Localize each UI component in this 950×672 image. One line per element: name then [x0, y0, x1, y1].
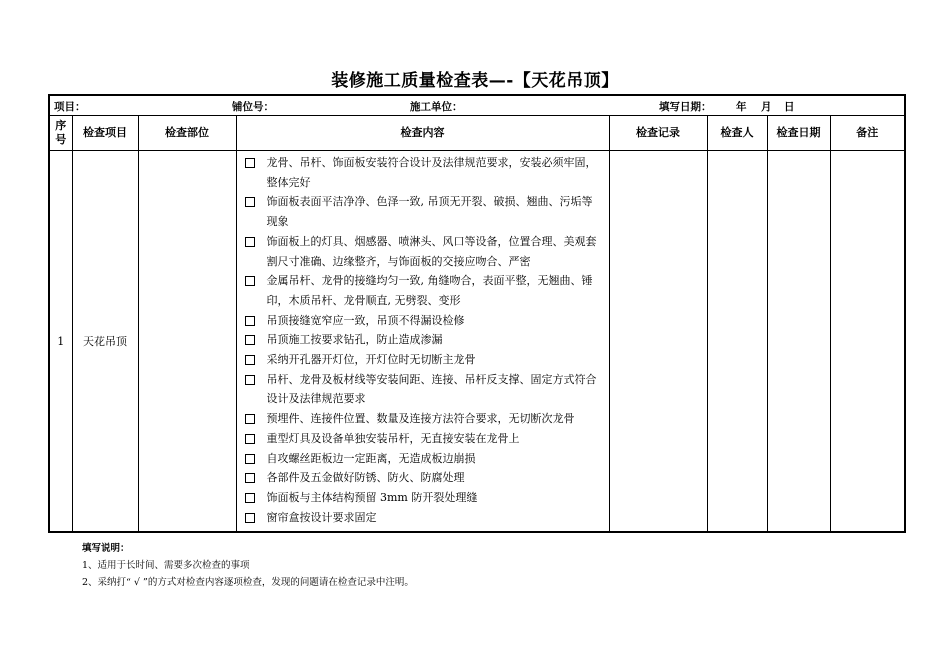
notes-line: 1、适用于长时间、需要多次检查的事项 [82, 560, 250, 571]
checklist-item [245, 271, 603, 310]
row-date[interactable] [767, 151, 830, 533]
month-label: 月 [761, 101, 772, 113]
checklist-item-text: 饰面板与主体结构预留 3mm 防开裂处理缝 [266, 490, 478, 504]
project-label: 项目： [54, 101, 86, 113]
header-part: 检查部位 [138, 116, 236, 151]
checkbox-icon[interactable] [245, 493, 255, 503]
checklist-item [245, 409, 603, 429]
checkbox-icon[interactable] [245, 513, 255, 523]
checklist-item [245, 370, 603, 409]
header-date: 检查日期 [767, 116, 830, 151]
header-seq: 序号 [49, 116, 72, 151]
notes-line: 2、采纳打“ √ ”的方式对检查内容逐项检查，发现的问题请在检查记录中注明。 [82, 577, 414, 588]
page-title: 装修施工质量检查表—-【天花吊顶】 [331, 71, 619, 91]
info-cell [49, 95, 905, 116]
checkbox-icon[interactable] [245, 276, 255, 286]
checklist-item-text: 采纳开孔器开灯位，开灯位时无切断主龙骨 [266, 353, 476, 367]
checklist-item-text: 自攻螺丝距板边一定距离，无造成板边崩损 [266, 451, 476, 465]
info-row [49, 95, 905, 116]
checklist-item-text: 预埋件、连接件位置、数量及连接方法符合要求，无切断次龙骨 [266, 412, 575, 426]
checklist-item [245, 429, 603, 449]
checkbox-icon[interactable] [245, 335, 255, 345]
checklist-item-text: 饰面板表面平洁净净、色泽一致, 吊顶无开裂、破损、翘曲、污垢等现象 [266, 195, 593, 229]
checkbox-icon[interactable] [245, 473, 255, 483]
checklist-item-text: 吊顶接缝宽窄应一致，吊顶不得漏设检修 [266, 313, 465, 327]
row-item: 天花吊顶 [72, 151, 138, 533]
header-item: 检查项目 [72, 116, 138, 151]
checkbox-icon[interactable] [245, 316, 255, 326]
checklist-item [245, 192, 603, 231]
notes [82, 540, 414, 591]
checkbox-icon[interactable] [245, 158, 255, 168]
day-label: 日 [784, 101, 795, 113]
checkbox-icon[interactable] [245, 197, 255, 207]
checklist-item-text: 吊杆、龙骨及板材线等安装间距、连接、吊杆反支撑、固定方式符合设计及法律规范要求 [266, 372, 597, 406]
checkbox-icon[interactable] [245, 414, 255, 424]
checklist-cell [236, 151, 609, 533]
year-label: 年 [736, 101, 747, 113]
shop-no-label: 铺位号： [232, 101, 274, 113]
table-row [49, 151, 905, 533]
header-remark: 备注 [830, 116, 905, 151]
checklist-item [245, 330, 603, 350]
checklist-item [245, 350, 603, 370]
checklist-item-text: 吊顶施工按要求钻孔，防止造成渗漏 [266, 333, 443, 347]
checklist-item [245, 153, 603, 192]
row-part[interactable] [138, 151, 236, 533]
checkbox-icon[interactable] [245, 237, 255, 247]
header-record: 检查记录 [609, 116, 707, 151]
checklist-item [245, 468, 603, 488]
row-record[interactable] [609, 151, 707, 533]
checkbox-icon[interactable] [245, 375, 255, 385]
checklist-item-text: 重型灯具及设备单独安装吊杆，无直接安装在龙骨上 [266, 431, 520, 445]
inspection-table [48, 94, 906, 533]
contractor-label: 施工单位： [410, 101, 463, 113]
checklist-item [245, 488, 603, 508]
checkbox-icon[interactable] [245, 434, 255, 444]
fill-date-label: 填写日期： [659, 101, 712, 113]
checkbox-icon[interactable] [245, 355, 255, 365]
row-inspector[interactable] [707, 151, 767, 533]
checklist-item [245, 232, 603, 271]
checklist-item-text: 各部件及五金做好防锈、防火、防腐处理 [266, 471, 465, 485]
checklist [245, 153, 603, 527]
checklist-item-text: 金属吊杆、龙骨的接缝均匀一致, 角缝吻合，表面平整，无翘曲、锤印，木质吊杆、龙骨顺直, 无劈裂、变形 [266, 274, 593, 307]
checklist-item-text: 龙骨、吊杆、饰面板安装符合设计及法律规范要求，安装必须牢固，整体完好 [266, 156, 597, 189]
header-content: 检查内容 [236, 116, 609, 151]
row-remark[interactable] [830, 151, 905, 533]
checklist-item-text: 窗帘盒按设计要求固定 [266, 510, 377, 524]
header-inspector: 检查人 [707, 116, 767, 151]
checklist-item [245, 508, 603, 528]
checklist-item-text: 饰面板上的灯具、烟感器、喷淋头、风口等设备，位置合理、美观套割尺寸准确、边缘整齐，与饰面板的交接应吻合、严密 [266, 234, 597, 268]
checklist-item [245, 449, 603, 469]
checkbox-icon[interactable] [245, 454, 255, 464]
row-seq: 1 [49, 151, 72, 533]
header-row [49, 116, 905, 151]
checklist-item [245, 311, 603, 331]
notes-title: 填写说明： [82, 543, 130, 554]
